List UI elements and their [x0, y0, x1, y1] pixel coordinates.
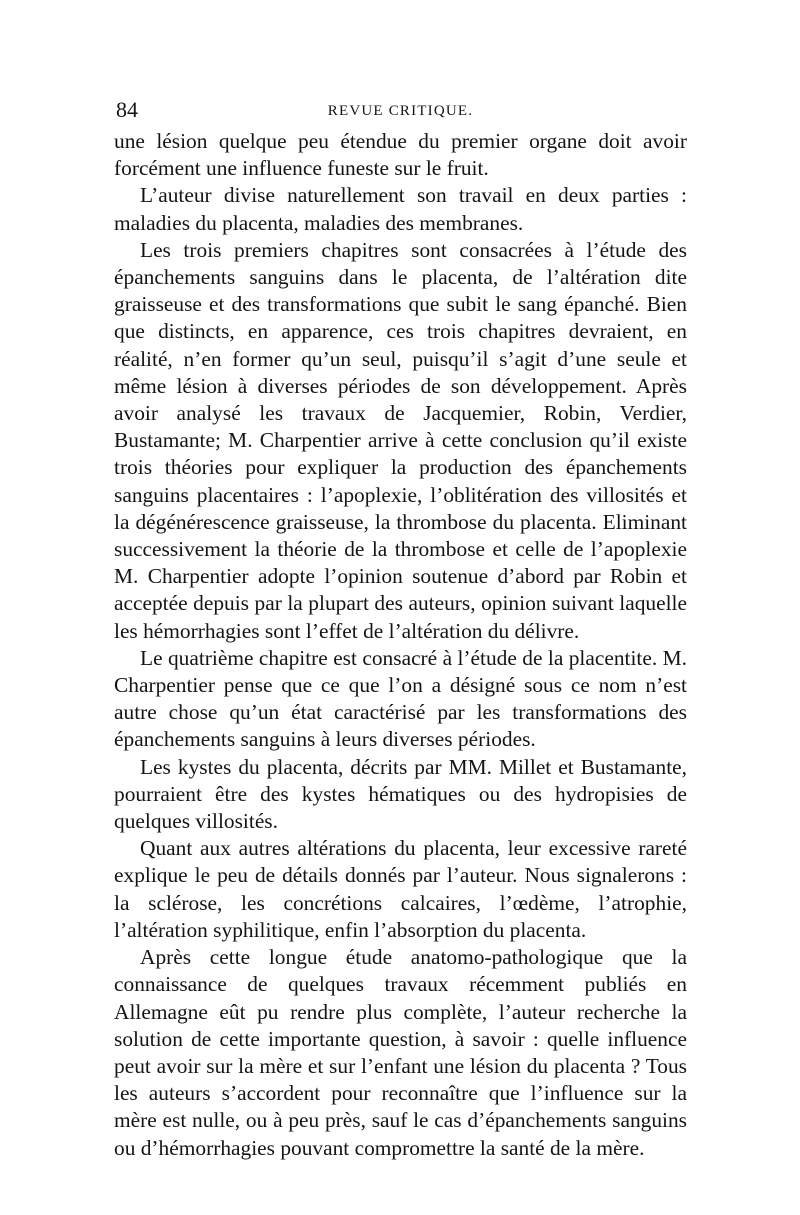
- paragraph-kystes: Les kystes du placenta, décrits par MM. Millet et Bustamante, pourraient être des kystes hématiques ou des hydropisies de quelques villosités.: [114, 754, 687, 834]
- running-head: [114, 96, 687, 126]
- paragraph-placentite: Le quatrième chapitre est consacré à l’étude de la placentite. M. Charpentier pense que ce que l’on a désigné sous ce nom n’est autre chose qu’un état caractérisé par les transformations des épanchements sanguins à leurs diverses périodes.: [114, 645, 687, 752]
- body-text: [114, 128, 687, 1162]
- book-page: [114, 96, 687, 1162]
- running-title: REVUE CRITIQUE.: [327, 103, 474, 119]
- paragraph-continuation: une lésion quelque peu étendue du premier organe doit avoir forcément une influence funeste sur le fruit.: [114, 129, 687, 181]
- paragraph-other-alterations: Quant aux autres altérations du placenta, leur excessive rareté explique le peu de détails donnés par l’auteur. Nous signalerons : la sclérose, les concrétions calcaires, l’œdème, l’atrophie, l’altération syphilitique, enfin l’absorption du placenta.: [114, 836, 687, 942]
- paragraph-influence: Après cette longue étude anatomo-pathologique que la connaissance de quelques travaux récemment publiés en Allemagne eût pu rendre plus complète, l’auteur recherche la solution de cette importante question, à savoir : quelle influence peut avoir sur la mère et sur l’enfant une lésion du placenta ? Tous les auteurs s’accordent pour reconnaître que l’influence sur la mère est nulle, ou à peu près, sauf le cas d’épanchements sanguins ou d’hémorrhagies pouvant compromettre la santé de la mère.: [114, 945, 687, 1160]
- paragraph-author-divides: L’auteur divise naturellement son travail en deux parties : maladies du placenta, maladies des membranes.: [114, 183, 687, 235]
- paragraph-first-chapters: Les trois premiers chapitres sont consacrées à l’étude des épanchements sanguins dans le placenta, de l’altération dite graisseuse et des transformations que subit le sang épanché. Bien que distincts, en apparence, ces trois chapitres devraient, en réalité, n’en former qu’un seul, puisqu’il s’agit d’une seule et même lésion à diverses périodes de son développement. Après avoir analysé les travaux de Jacquemier, Robin, Verdier, Bustamante; M. Charpentier arrive à cette conclusion qu’il existe trois théories pour expliquer la production des épanchements sanguins placentaires : l’apoplexie, l’oblitération des villosités et la dégénérescence graisseuse, la thrombose du placenta. Eliminant successivement la théorie de la thrombose et celle de l’apoplexie M. Charpentier adopte l’opinion soutenue d’abord par Robin et acceptée depuis par la plupart des auteurs, opinion suivant laquelle les hémorrhagies sont l’effet de l’altération du délivre.: [114, 237, 687, 643]
- page-number: 84: [116, 97, 138, 122]
